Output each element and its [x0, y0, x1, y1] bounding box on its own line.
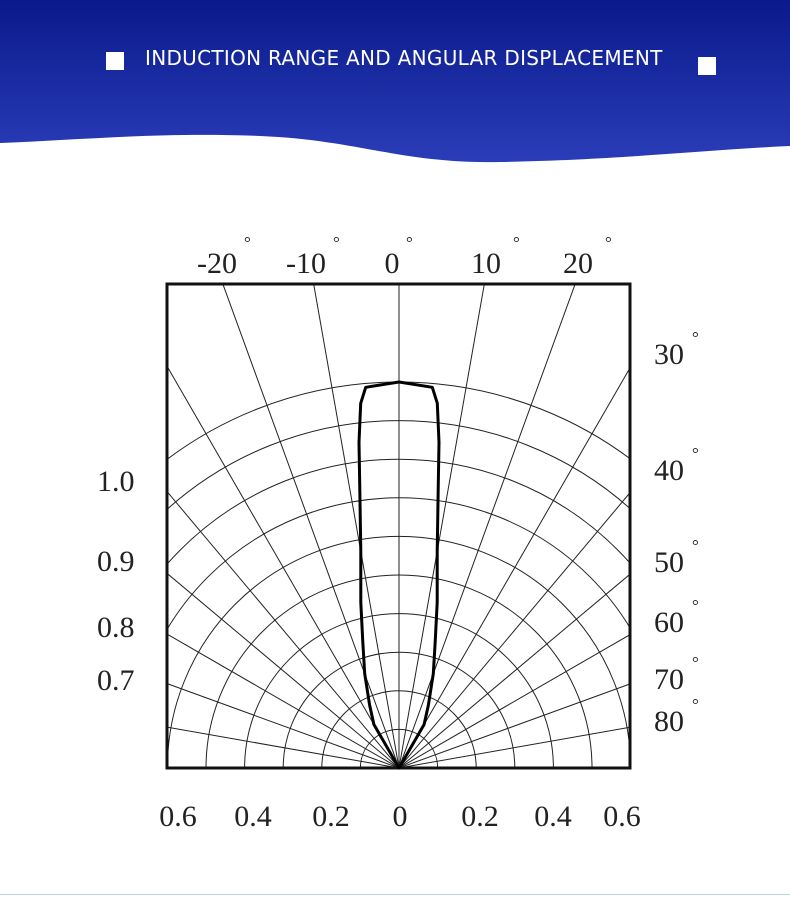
degree-symbol: °	[692, 653, 699, 672]
grid-radial-line	[0, 232, 399, 768]
top-angle-tick-label: -20	[197, 247, 237, 280]
top-angle-tick-label: -10	[286, 247, 326, 280]
degree-symbol: °	[692, 328, 699, 347]
grid-radial-line	[399, 232, 790, 768]
bottom-tick-label: 0.2	[461, 800, 499, 833]
right-angle-tick-label: 50	[654, 546, 684, 579]
degree-symbol: °	[692, 444, 699, 463]
right-angle-tick-label: 80	[654, 705, 684, 738]
grid-radial-line	[399, 79, 521, 768]
bottom-tick-label: 0.2	[312, 800, 350, 833]
grid-radial-line	[399, 529, 790, 768]
degree-symbol: °	[244, 233, 251, 252]
degree-symbol: °	[692, 536, 699, 555]
degree-symbol: °	[692, 695, 699, 714]
bottom-tick-label: 0.4	[534, 800, 572, 833]
chart-labels	[97, 233, 699, 833]
grid-radial-line	[0, 318, 399, 768]
degree-symbol: °	[406, 233, 413, 252]
bottom-tick-label: 0.6	[159, 800, 197, 833]
top-angle-tick-label: 0	[384, 247, 400, 280]
left-radius-tick-label: 0.9	[97, 545, 135, 578]
grid-radial-line	[399, 646, 790, 768]
right-angle-tick-label: 30	[654, 338, 684, 371]
top-angle-tick-label: 20	[563, 247, 593, 280]
right-angle-tick-label: 70	[654, 663, 684, 696]
bottom-tick-label: 0.6	[603, 800, 641, 833]
right-angle-tick-label: 60	[654, 606, 684, 639]
bottom-tick-label: 0	[392, 800, 408, 833]
left-radius-tick-label: 0.8	[97, 611, 135, 644]
footer-divider	[0, 894, 790, 895]
degree-symbol: °	[513, 233, 520, 252]
grid-radial-line	[0, 418, 399, 768]
left-radius-tick-label: 0.7	[97, 664, 135, 697]
grid-radial-line	[277, 79, 399, 768]
degree-symbol: °	[333, 233, 340, 252]
grid-radial-line	[0, 529, 399, 768]
page-title: INDUCTION RANGE AND ANGULAR DISPLACEMENT	[145, 46, 663, 70]
left-radius-tick-label: 1.0	[97, 465, 135, 498]
degree-symbol: °	[692, 596, 699, 615]
degree-symbol: °	[605, 233, 612, 252]
bottom-tick-label: 0.4	[234, 800, 272, 833]
grid-radial-line	[399, 418, 790, 768]
grid-radial-line	[399, 318, 790, 768]
right-angle-tick-label: 40	[654, 454, 684, 487]
top-angle-tick-label: 10	[471, 247, 501, 280]
